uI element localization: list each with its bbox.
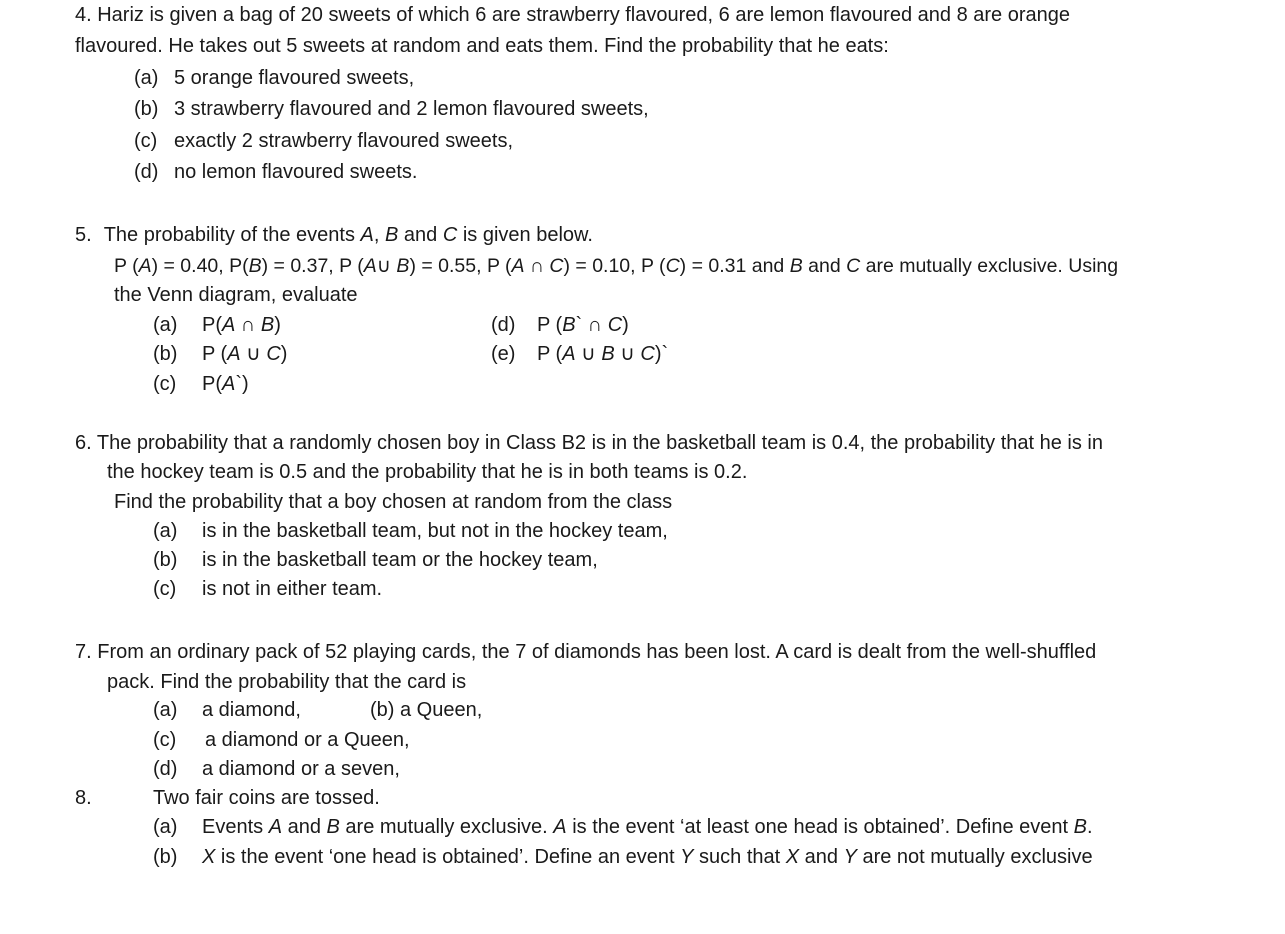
part-text: 5 orange flavoured sweets,: [174, 67, 415, 89]
q5-part-b: (b) P (A ∪ C): [153, 343, 288, 365]
q4-line-2: flavoured. He takes out 5 sweets at random and eats them. Find the probability that he eats:: [75, 35, 889, 57]
part-text: exactly 2 strawberry flavoured sweets,: [174, 130, 514, 152]
q5-intro-line: 5. The probability of the events A, B and C is given below.: [75, 224, 593, 246]
q7-part-b: (b) a Queen,: [370, 699, 483, 721]
q8-number: 8.: [75, 787, 92, 809]
part-label: (a): [134, 67, 159, 89]
q5-number: 5.: [75, 224, 92, 246]
q8-part-b: (b) X is the event ‘one head is obtained’. Define an event Y such that X and Y are not mutually exclusive: [153, 846, 1093, 868]
q7-part-d: (d) a diamond or a seven,: [153, 758, 400, 780]
q7-part-c: (c) a diamond or a Queen,: [153, 729, 410, 751]
part-label: (b): [134, 98, 159, 120]
q4-part-a: [134, 67, 414, 90]
q5-given-line-1: P (A) = 0.40, P(B) = 0.37, P (A∪ B) = 0.55, P (A ∩ C) = 0.10, P (C) = 0.31 and B and C are mutually exclusive. Using: [114, 255, 1119, 277]
q4-part-d: [134, 161, 417, 184]
q6-line-3: Find the probability that a boy chosen at random from the class: [114, 491, 673, 513]
q8-part-a: (a) Events A and B are mutually exclusive. A is the event ‘at least one head is obtained’. Define event B.: [153, 816, 1093, 838]
q5-part-a: (a) P(A ∩ B): [153, 314, 281, 336]
part-text: 3 strawberry flavoured and 2 lemon flavoured sweets,: [174, 98, 649, 120]
q6-line-1: 6. The probability that a randomly chosen boy in Class B2 is in the basketball team is 0.4, the probability that he is in: [75, 432, 1103, 454]
q8-intro: Two fair coins are tossed.: [153, 787, 380, 809]
q5-given-line-2: the Venn diagram, evaluate: [114, 284, 358, 306]
q4-part-b: [134, 98, 649, 121]
q6-part-c: (c) is not in either team.: [153, 578, 383, 600]
q6-line-2: the hockey team is 0.5 and the probability that he is in both teams is 0.2.: [107, 461, 748, 483]
q5-part-d: (d) P (B` ∩ C): [491, 314, 629, 336]
q7-part-a: (a) a diamond,: [153, 699, 301, 721]
q6-part-a: (a) is in the basketball team, but not in the hockey team,: [153, 520, 668, 542]
q6-part-b: (b) is in the basketball team or the hockey team,: [153, 549, 598, 571]
q5-part-c: (c) P(A`): [153, 373, 249, 395]
q7-line-2: pack. Find the probability that the card is: [107, 671, 467, 693]
q5-part-e: (e) P (A ∪ B ∪ C)`: [491, 343, 669, 365]
q4-line-1: 4. Hariz is given a bag of 20 sweets of which 6 are strawberry flavoured, 6 are lemon flavoured and 8 are orange: [75, 4, 1070, 26]
q4-part-c: [134, 130, 513, 153]
part-text: no lemon flavoured sweets.: [174, 161, 418, 183]
q7-line-1: 7. From an ordinary pack of 52 playing cards, the 7 of diamonds has been lost. A card is dealt from the well-shuffled: [75, 641, 1097, 663]
part-label: (c): [134, 130, 158, 152]
part-label: (d): [134, 161, 159, 183]
